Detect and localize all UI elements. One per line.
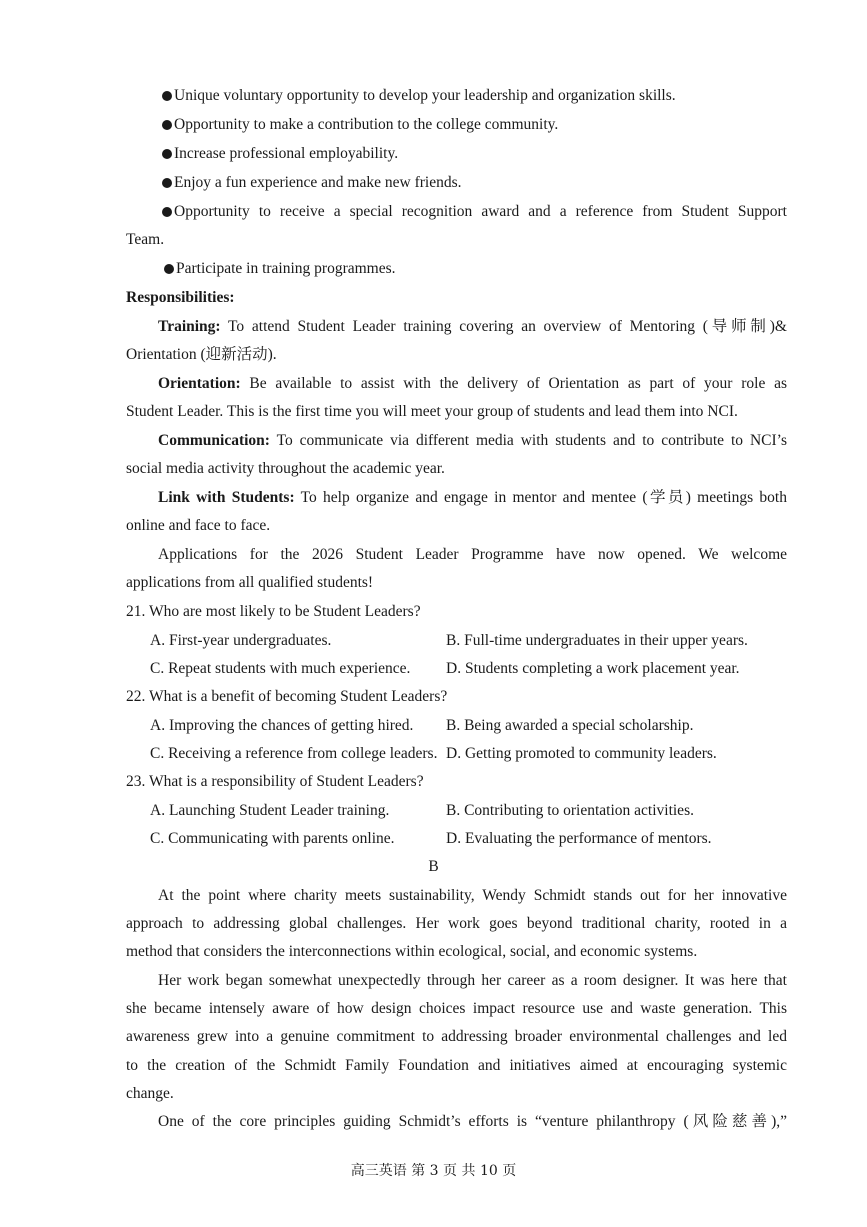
bullet-dot-icon (162, 149, 172, 159)
option-b[interactable]: B. Contributing to orientation activities. (446, 802, 694, 819)
benefit-item: Participate in training programmes. (164, 259, 789, 279)
option-d[interactable]: D. Evaluating the performance of mentors. (446, 830, 712, 847)
communication-label: Communication: (158, 432, 270, 449)
benefit-item: Opportunity to receive a special recognition award and a reference from Student Support (162, 202, 787, 222)
bullet-dot-icon (162, 120, 172, 130)
bullet-dot-icon (162, 178, 172, 188)
passage-line: One of the core principles guiding Schmidt’s efforts is “venture philanthropy (风险慈善),” (158, 1113, 787, 1130)
link-paragraph: Link with Students: To help organize and engage in mentor and mentee (学员) meetings both (158, 489, 787, 506)
option-c[interactable]: C. Communicating with parents online. (150, 830, 395, 847)
option-b[interactable]: B. Full-time undergraduates in their upper years. (446, 632, 748, 649)
bullet-dot-icon (162, 91, 172, 101)
benefit-item: Opportunity to make a contribution to the college community. (162, 115, 787, 135)
passage-line: At the point where charity meets sustainability, Wendy Schmidt stands out for her innovative (158, 887, 787, 904)
responsibilities-heading: Responsibilities: (126, 289, 235, 306)
option-d[interactable]: D. Getting promoted to community leaders. (446, 745, 717, 762)
link-label: Link with Students: (158, 489, 295, 506)
orientation-paragraph: Orientation: Be available to assist with the delivery of Orientation as part of your role as (158, 375, 787, 392)
passage-line: to the creation of the Schmidt Family Foundation and initiatives aimed at encouraging systemic (126, 1057, 787, 1074)
training-paragraph: Training: To attend Student Leader training covering an overview of Mentoring (导师制)& (158, 318, 787, 335)
passage-line: approach to addressing global challenges. Her work goes beyond traditional charity, rooted in a (126, 915, 787, 932)
section-heading: B (428, 858, 439, 875)
passage-line: Her work began somewhat unexpectedly through her career as a room designer. It was here that (158, 972, 787, 989)
link-paragraph-cont: online and face to face. (126, 517, 271, 534)
passage-line: change. (126, 1085, 174, 1102)
option-b[interactable]: B. Being awarded a special scholarship. (446, 717, 694, 734)
benefit-item: Enjoy a fun experience and make new friends. (162, 173, 787, 193)
option-a[interactable]: A. First-year undergraduates. (150, 632, 332, 649)
benefit-item: Unique voluntary opportunity to develop your leadership and organization skills. (162, 86, 787, 106)
training-label: Training: (158, 318, 221, 335)
question-stem: 21. Who are most likely to be Student Leaders? (126, 603, 421, 620)
applications-paragraph: Applications for the 2026 Student Leader Programme have now opened. We welcome (158, 546, 787, 563)
applications-paragraph-cont: applications from all qualified students! (126, 574, 374, 591)
benefit-item: Increase professional employability. (162, 144, 787, 164)
option-a[interactable]: A. Launching Student Leader training. (150, 802, 390, 819)
training-paragraph-cont: Orientation (迎新活动). (126, 346, 277, 363)
option-c[interactable]: C. Repeat students with much experience. (150, 660, 411, 677)
option-c[interactable]: C. Receiving a reference from college leaders. (150, 745, 438, 762)
bullet-dot-icon (162, 207, 172, 217)
option-d[interactable]: D. Students completing a work placement year. (446, 660, 740, 677)
passage-line: awareness grew into a genuine commitment to addressing broader environmental challenges and led (126, 1028, 787, 1045)
orientation-paragraph-cont: Student Leader. This is the first time you will meet your group of students and lead them into NCI. (126, 403, 738, 420)
option-a[interactable]: A. Improving the chances of getting hired. (150, 717, 414, 734)
bullet-dot-icon (164, 264, 174, 274)
communication-paragraph: Communication: To communicate via different media with students and to contribute to NCI’s (158, 432, 787, 449)
passage-line: method that considers the interconnections within ecological, social, and economic systems. (126, 943, 698, 960)
question-stem: 22. What is a benefit of becoming Student Leaders? (126, 688, 448, 705)
question-stem: 23. What is a responsibility of Student Leaders? (126, 773, 424, 790)
benefit-item-continuation: Team. (126, 231, 165, 248)
communication-paragraph-cont: social media activity throughout the academic year. (126, 460, 445, 477)
orientation-label: Orientation: (158, 375, 241, 392)
passage-line: she became intensely aware of how design choices impact resource use and waste generation. This (126, 1000, 787, 1017)
page-footer: 高三英语 第 3 页 共 10 页 (350, 1163, 517, 1179)
